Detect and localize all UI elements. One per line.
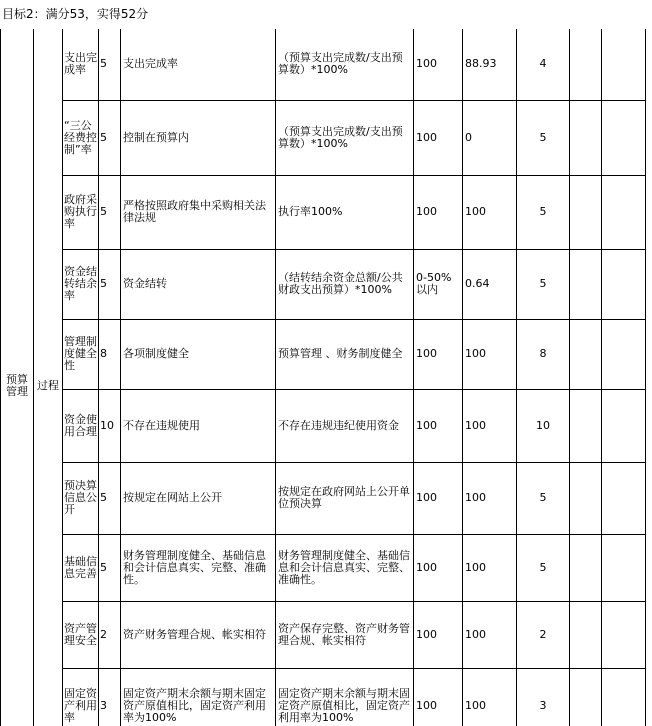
category-cell: 预算管理 [1,29,34,726]
empty-cell [602,462,646,534]
table-row [1,668,646,726]
points-cell: 5 [517,534,570,601]
indicator-cell: 资金结转结余率 [63,249,99,319]
table-row [1,319,646,389]
points-cell: 3 [517,668,570,726]
actual-cell: 100 [463,601,517,668]
content-cell: 支出完成率 [121,29,276,100]
points-cell: 5 [517,462,570,534]
table-row [1,175,646,249]
score-cell: 2 [99,601,121,668]
points-cell: 5 [517,100,570,175]
actual-cell: 0 [463,100,517,175]
standard-cell: （结转结余资金总额/公共财政支出预算）*100% [276,249,414,319]
performance-table [0,29,646,726]
target-cell: 100 [414,175,463,249]
standard-cell: 执行率100% [276,175,414,249]
actual-cell: 0.64 [463,249,517,319]
empty-cell [570,668,602,726]
points-cell: 2 [517,601,570,668]
table-body [1,29,646,726]
content-cell: 不存在违规使用 [121,389,276,462]
indicator-cell: 资产管理安全 [63,601,99,668]
target-cell: 100 [414,668,463,726]
score-cell: 5 [99,29,121,100]
actual-cell: 100 [463,175,517,249]
empty-cell [602,668,646,726]
empty-cell [570,100,602,175]
actual-cell: 100 [463,462,517,534]
target-cell: 100 [414,100,463,175]
table-row [1,29,646,100]
content-cell: 固定资产期末余额与期末固定资产原值相比，固定资产利用率为100% [121,668,276,726]
standard-cell: 预算管理 、财务制度健全 [276,319,414,389]
target-cell: 100 [414,29,463,100]
standard-cell: （预算支出完成数/支出预算数）*100% [276,29,414,100]
score-cell: 8 [99,319,121,389]
standard-cell: 资产保存完整、资产财务管理合规、帐实相符 [276,601,414,668]
indicator-cell: 基础信息完善 [63,534,99,601]
empty-cell [570,389,602,462]
empty-cell [602,100,646,175]
empty-cell [570,462,602,534]
score-cell: 5 [99,249,121,319]
standard-cell: 财务管理制度健全、基础信息和会计信息真实、完整、准确性。 [276,534,414,601]
empty-cell [602,29,646,100]
points-cell: 5 [517,175,570,249]
target-cell: 100 [414,601,463,668]
empty-cell [602,249,646,319]
actual-cell: 88.93 [463,29,517,100]
empty-cell [602,534,646,601]
indicator-cell: 资金使用合理 [63,389,99,462]
target-cell: 100 [414,462,463,534]
indicator-cell: 管理制度健全性 [63,319,99,389]
empty-cell [570,534,602,601]
section-header: 目标2：满分53，实得52分 [2,7,149,21]
points-cell: 8 [517,319,570,389]
table-row [1,601,646,668]
score-cell: 3 [99,668,121,726]
target-cell: 100 [414,319,463,389]
actual-cell: 100 [463,534,517,601]
actual-cell: 100 [463,668,517,726]
empty-cell [602,175,646,249]
empty-cell [570,29,602,100]
empty-cell [570,175,602,249]
standard-cell: 固定资产期末余额与期末固定资产原值相比，固定资产利用率为100% [276,668,414,726]
content-cell: 各项制度健全 [121,319,276,389]
table-row [1,389,646,462]
table-row [1,534,646,601]
indicator-cell: 固定资产利用率 [63,668,99,726]
empty-cell [602,389,646,462]
empty-cell [570,319,602,389]
content-cell: 资金结转 [121,249,276,319]
table-row [1,100,646,175]
score-cell: 10 [99,389,121,462]
content-cell: 资产财务管理合规、帐实相符 [121,601,276,668]
standard-cell: 不存在违规违纪使用资金 [276,389,414,462]
target-cell: 100 [414,389,463,462]
standard-cell: （预算支出完成数/支出预算数）*100% [276,100,414,175]
empty-cell [570,249,602,319]
subcategory-cell: 过程 [34,29,63,726]
standard-cell: 按规定在政府网站上公开单位预决算 [276,462,414,534]
points-cell: 4 [517,29,570,100]
target-cell: 100 [414,534,463,601]
table-row [1,462,646,534]
empty-cell [602,601,646,668]
content-cell: 控制在预算内 [121,100,276,175]
content-cell: 严格按照政府集中采购相关法律法规 [121,175,276,249]
indicator-cell: 预决算信息公开 [63,462,99,534]
score-cell: 5 [99,534,121,601]
score-cell: 5 [99,100,121,175]
indicator-cell: “三公经费控制”率 [63,100,99,175]
score-cell: 5 [99,175,121,249]
indicator-cell: 政府采购执行率 [63,175,99,249]
score-cell: 5 [99,462,121,534]
empty-cell [602,319,646,389]
points-cell: 5 [517,249,570,319]
actual-cell: 100 [463,389,517,462]
empty-cell [570,601,602,668]
indicator-cell: 支出完成率 [63,29,99,100]
points-cell: 10 [517,389,570,462]
content-cell: 按规定在网站上公开 [121,462,276,534]
content-cell: 财务管理制度健全、基础信息和会计信息真实、完整、准确性。 [121,534,276,601]
target-cell: 0-50%以内 [414,249,463,319]
table-row [1,249,646,319]
actual-cell: 100 [463,319,517,389]
